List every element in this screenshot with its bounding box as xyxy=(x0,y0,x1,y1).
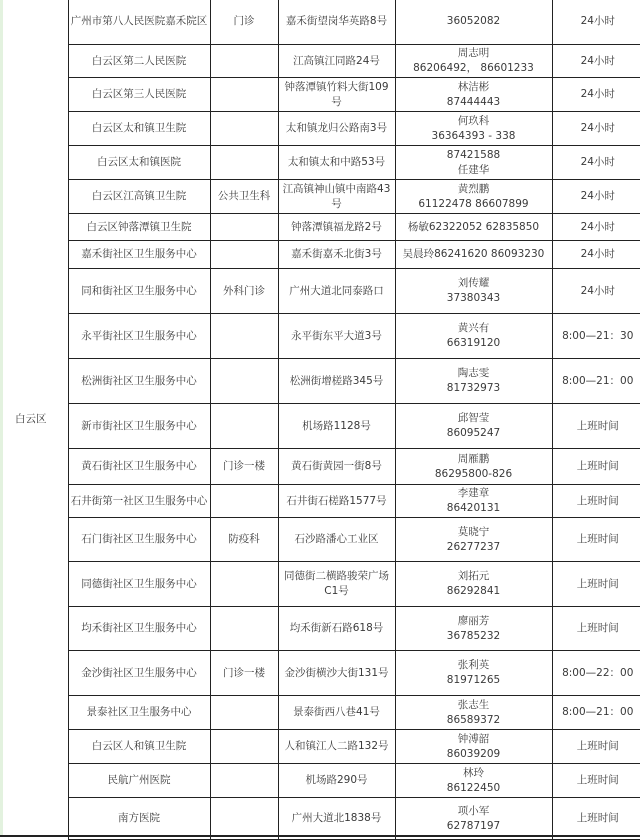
address-cell: 机场路1128号 xyxy=(278,404,395,449)
address-cell: 江高镇江同路24号 xyxy=(278,45,395,78)
contact-phone: 87421588 xyxy=(446,148,501,161)
contact-phone: 86292841 xyxy=(446,585,501,597)
hours-cell: 上班时间 xyxy=(552,485,640,518)
table-row xyxy=(3,651,640,696)
contact-phone: 36364393 - 338 xyxy=(431,129,516,142)
contact-name: 李建章 xyxy=(457,487,490,499)
table-row xyxy=(3,241,640,269)
table-row xyxy=(3,112,640,146)
hours-cell: 上班时间 xyxy=(552,798,640,840)
department-cell: 公共卫生科 xyxy=(210,180,278,214)
hours-cell: 24小时 xyxy=(552,45,640,78)
hours-cell: 24小时 xyxy=(552,146,640,180)
hospital-name-cell: 永平街社区卫生服务中心 xyxy=(68,314,210,359)
address-cell: 太和镇龙归公路南3号 xyxy=(278,112,395,146)
hours-cell: 24小时 xyxy=(552,0,640,45)
table-row xyxy=(3,607,640,651)
hours-cell: 24小时 xyxy=(552,269,640,314)
table-row xyxy=(3,449,640,485)
contact-phone: 36052082 xyxy=(446,15,501,27)
table-row xyxy=(3,45,640,78)
hours-cell: 上班时间 xyxy=(552,404,640,449)
department-cell xyxy=(210,112,278,146)
contact-cell xyxy=(395,78,552,112)
department-cell xyxy=(210,607,278,651)
hospital-table xyxy=(3,0,640,840)
contact-phone: 86039209 xyxy=(446,747,501,760)
department-cell xyxy=(210,314,278,359)
contact-name: 任建华 xyxy=(457,163,490,176)
address-cell: 钟落潭镇竹料大街109号 xyxy=(278,78,395,112)
contact-name: 莫晓宁 xyxy=(457,525,490,538)
contact-phone: 37380343 xyxy=(446,292,501,304)
address-cell: 机场路290号 xyxy=(278,764,395,798)
hospital-name-cell: 黄石街社区卫生服务中心 xyxy=(68,449,210,485)
department-cell: 防疫科 xyxy=(210,518,278,562)
contact-cell xyxy=(395,112,552,146)
department-cell xyxy=(210,146,278,180)
contact-name: 廖丽芳 xyxy=(457,614,490,627)
table-row xyxy=(3,562,640,607)
table-row xyxy=(3,146,640,180)
department-cell xyxy=(210,359,278,404)
contact-name: 林玲 xyxy=(463,766,484,779)
contact-cell xyxy=(395,404,552,449)
contact-phone: 87444443 xyxy=(446,95,501,108)
department-cell xyxy=(210,696,278,730)
address-cell: 太和镇太和中路53号 xyxy=(278,146,395,180)
address-cell: 人和镇江人二路132号 xyxy=(278,730,395,764)
department-cell xyxy=(210,764,278,798)
contact-phone: 86420131 xyxy=(446,502,501,514)
hours-cell: 上班时间 xyxy=(552,607,640,651)
contact-name: 钟溥韶 xyxy=(457,732,490,745)
contact-cell xyxy=(395,214,552,241)
contact-phone: 62787197 xyxy=(446,819,501,832)
hours-cell: 8:00—21：30 xyxy=(552,314,640,359)
contact-phone: 杨敏62322052 62835850 xyxy=(407,220,540,233)
address-cell: 均禾街新石路618号 xyxy=(278,607,395,651)
contact-cell xyxy=(395,562,552,607)
contact-phone: 66319120 xyxy=(446,337,501,349)
contact-name: 刘拓元 xyxy=(457,570,490,582)
contact-name: 黄烈鹏 xyxy=(457,182,490,195)
department-cell xyxy=(210,404,278,449)
address-cell: 广州大道北1838号 xyxy=(278,798,395,840)
contact-name: 刘传耀 xyxy=(457,277,490,289)
contact-name: 黄兴有 xyxy=(457,322,490,334)
contact-name: 张利英 xyxy=(457,659,490,671)
hospital-name-cell: 金沙街社区卫生服务中心 xyxy=(68,651,210,696)
table-row xyxy=(3,0,640,45)
address-cell: 钟落潭镇福龙路2号 xyxy=(278,214,395,241)
contact-phone: 81971265 xyxy=(446,674,501,686)
hospital-name-cell: 白云区钟落潭镇卫生院 xyxy=(68,214,210,241)
address-cell: 嘉禾街望岗华英路8号 xyxy=(278,0,395,45)
contact-cell xyxy=(395,651,552,696)
hospital-name-cell: 石门街社区卫生服务中心 xyxy=(68,518,210,562)
department-cell: 门诊一楼 xyxy=(210,449,278,485)
address-cell: 江高镇神山镇中南路43号 xyxy=(278,180,395,214)
hospital-name-cell: 同和街社区卫生服务中心 xyxy=(68,269,210,314)
contact-phone: 86295800-826 xyxy=(434,467,513,480)
contact-name: 张志生 xyxy=(457,698,490,711)
department-cell: 门诊 xyxy=(210,0,278,45)
contact-cell xyxy=(395,180,552,214)
table-row xyxy=(3,404,640,449)
contact-cell xyxy=(395,518,552,562)
table-row xyxy=(3,180,640,214)
hospital-name-cell: 南方医院 xyxy=(68,798,210,840)
hours-cell: 24小时 xyxy=(552,241,640,269)
address-cell: 广州大道北同泰路口 xyxy=(278,269,395,314)
hours-cell: 上班时间 xyxy=(552,562,640,607)
hours-cell: 上班时间 xyxy=(552,764,640,798)
hospital-name-cell: 白云区太和镇医院 xyxy=(68,146,210,180)
hospital-name-cell: 民航广州医院 xyxy=(68,764,210,798)
hours-cell: 24小时 xyxy=(552,78,640,112)
department-cell xyxy=(210,562,278,607)
hours-cell: 8:00—22：00 xyxy=(552,651,640,696)
table-row xyxy=(3,78,640,112)
department-cell xyxy=(210,798,278,840)
address-cell: 永平街东平大道3号 xyxy=(278,314,395,359)
hours-cell: 上班时间 xyxy=(552,449,640,485)
hours-cell: 上班时间 xyxy=(552,730,640,764)
hospital-name-cell: 白云区第三人民医院 xyxy=(68,78,210,112)
address-cell: 景泰街西八巷41号 xyxy=(278,696,395,730)
hospital-name-cell: 新市街社区卫生服务中心 xyxy=(68,404,210,449)
table-row xyxy=(3,359,640,404)
contact-cell xyxy=(395,607,552,651)
contact-name: 陶志雯 xyxy=(457,367,490,379)
department-cell xyxy=(210,730,278,764)
contact-cell xyxy=(395,485,552,518)
district-cell: 白云区 xyxy=(3,0,68,840)
hours-cell: 8:00—21：00 xyxy=(552,359,640,404)
department-cell: 门诊一楼 xyxy=(210,651,278,696)
address-cell: 松洲街增槎路345号 xyxy=(278,359,395,404)
contact-name: 周志明 xyxy=(457,47,490,59)
hospital-name-cell: 白云区江高镇卫生院 xyxy=(68,180,210,214)
contact-phone: 86122450 xyxy=(446,781,501,794)
contact-cell xyxy=(395,696,552,730)
contact-name: 项小军 xyxy=(457,804,490,817)
hours-cell: 24小时 xyxy=(552,214,640,241)
hours-cell: 8:00—21：00 xyxy=(552,696,640,730)
table-row xyxy=(3,730,640,764)
contact-cell xyxy=(395,730,552,764)
department-cell xyxy=(210,241,278,269)
contact-phone: 36785232 xyxy=(446,629,501,642)
contact-phone: 81732973 xyxy=(446,382,501,394)
table-row xyxy=(3,485,640,518)
address-cell: 石井街石槎路1577号 xyxy=(278,485,395,518)
contact-cell xyxy=(395,314,552,359)
contact-cell xyxy=(395,269,552,314)
contact-phone: 86095247 xyxy=(446,427,501,439)
hospital-name-cell: 广州市第八人民医院嘉禾院区 xyxy=(68,0,210,45)
contact-phone: 吴晨玲86241620 86093230 xyxy=(402,248,545,260)
department-cell xyxy=(210,45,278,78)
address-cell: 金沙街横沙大街131号 xyxy=(278,651,395,696)
address-cell: 同德街二横路骏荣广场C1号 xyxy=(278,562,395,607)
address-cell: 嘉禾街嘉禾北街3号 xyxy=(278,241,395,269)
department-cell xyxy=(210,78,278,112)
contact-cell xyxy=(395,359,552,404)
hospital-name-cell: 白云区太和镇卫生院 xyxy=(68,112,210,146)
contact-cell xyxy=(395,146,552,180)
contact-phone: 86589372 xyxy=(446,713,501,726)
department-cell xyxy=(210,214,278,241)
contact-name: 林洁彬 xyxy=(457,80,490,93)
table-row xyxy=(3,798,640,840)
hospital-name-cell: 均禾街社区卫生服务中心 xyxy=(68,607,210,651)
hospital-name-cell: 白云区第二人民医院 xyxy=(68,45,210,78)
contact-cell xyxy=(395,0,552,45)
hospital-name-cell: 同德街社区卫生服务中心 xyxy=(68,562,210,607)
contact-name: 何玖科 xyxy=(457,114,490,127)
department-cell: 外科门诊 xyxy=(210,269,278,314)
table-row xyxy=(3,314,640,359)
table-row xyxy=(3,518,640,562)
hospital-name-cell: 石井街第一社区卫生服务中心 xyxy=(68,485,210,518)
hospital-name-cell: 景泰社区卫生服务中心 xyxy=(68,696,210,730)
contact-cell xyxy=(395,798,552,840)
contact-phone: 26277237 xyxy=(446,540,501,553)
hours-cell: 上班时间 xyxy=(552,518,640,562)
table-row xyxy=(3,214,640,241)
contact-name: 邱智莹 xyxy=(457,412,490,424)
table-row xyxy=(3,696,640,730)
table-row xyxy=(3,764,640,798)
contact-phone: 86206492， 86601233 xyxy=(413,62,534,74)
contact-name: 周雁鹏 xyxy=(457,452,490,465)
contact-cell xyxy=(395,449,552,485)
contact-cell xyxy=(395,45,552,78)
hospital-name-cell: 松洲街社区卫生服务中心 xyxy=(68,359,210,404)
department-cell xyxy=(210,485,278,518)
contact-cell xyxy=(395,764,552,798)
hospital-name-cell: 嘉禾街社区卫生服务中心 xyxy=(68,241,210,269)
hospital-name-cell: 白云区人和镇卫生院 xyxy=(68,730,210,764)
contact-cell xyxy=(395,241,552,269)
table-row xyxy=(3,269,640,314)
address-cell: 石沙路潘心工业区 xyxy=(278,518,395,562)
hours-cell: 24小时 xyxy=(552,112,640,146)
hours-cell: 24小时 xyxy=(552,180,640,214)
address-cell: 黄石街黄园一街8号 xyxy=(278,449,395,485)
contact-phone: 61122478 86607899 xyxy=(418,197,529,210)
